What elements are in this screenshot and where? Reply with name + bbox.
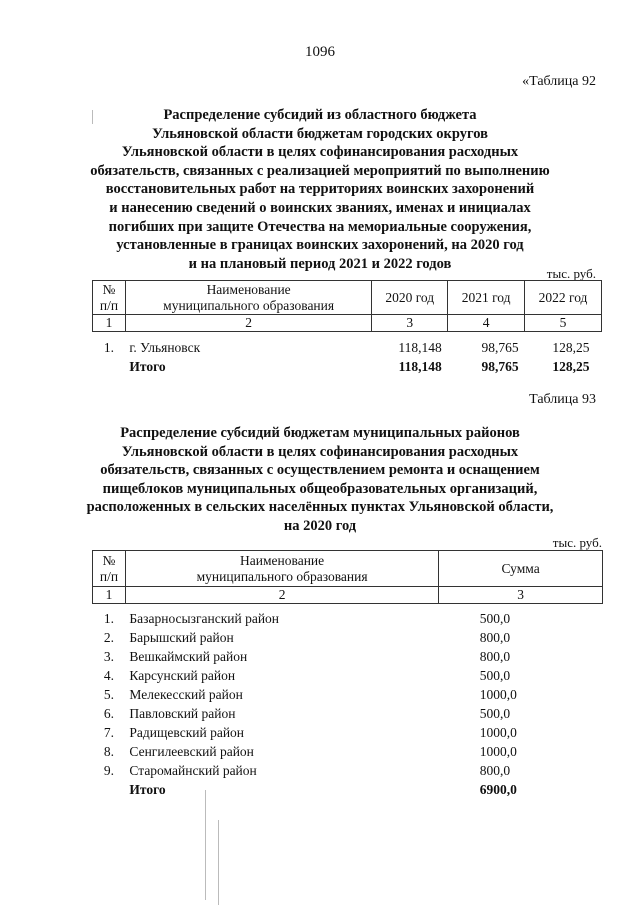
table-93-unit: тыс. руб. [552, 535, 602, 550]
table-93-label: Таблица 93 [529, 392, 596, 407]
title-line: обязательств, связанных с реализацией мероприятий по выполнению [90, 162, 550, 179]
table-header-row [93, 281, 602, 315]
table-92-unit: тыс. руб. [546, 266, 596, 281]
header-num: № п/п [93, 551, 126, 587]
total-sum: 6900,0 [479, 782, 517, 797]
title-line: восстановительных работ на территориях воинских захоронений [105, 181, 535, 198]
total-row [93, 357, 602, 376]
table-row [93, 704, 603, 723]
row-sum: 500,0 [479, 611, 511, 626]
total-row [93, 780, 603, 799]
header-sum: Сумма [439, 551, 603, 587]
table-header-row [93, 551, 603, 587]
col-number: 2 [125, 587, 438, 604]
column-number-row [93, 587, 603, 604]
col-number: 3 [439, 587, 603, 604]
row-name: Вешкаймский район [129, 649, 248, 664]
row-sum: 1000,0 [479, 725, 517, 740]
title-line: и на плановый период 2021 и 2022 годов [188, 255, 452, 272]
row-sum: 1000,0 [479, 687, 517, 702]
page-number: 1096 [305, 44, 335, 60]
table-92 [92, 280, 602, 376]
total-label: Итого [129, 782, 166, 797]
col-number: 3 [372, 315, 448, 332]
row-num: 1. [103, 611, 115, 626]
row-name: Старомайнский район [129, 763, 257, 778]
table-93-title [60, 424, 580, 536]
table-92-title [60, 106, 580, 273]
total-2021: 98,765 [481, 359, 519, 374]
table-row [93, 647, 603, 666]
row-num: 2. [103, 630, 115, 645]
title-line: и нанесению сведений о воинских званиях, именах и инициалах [109, 199, 531, 216]
column-number-row [93, 315, 602, 332]
row-sum: 800,0 [479, 649, 511, 664]
table-row [93, 742, 603, 761]
row-name: Сенгилеевский район [129, 744, 254, 759]
row-num: 8. [103, 744, 115, 759]
row-name: Базарносызганский район [129, 611, 280, 626]
row-num: 5. [103, 687, 115, 702]
total-label: Итого [129, 359, 166, 374]
col-number: 1 [93, 315, 126, 332]
row-sum: 800,0 [479, 763, 511, 778]
title-line: Распределение субсидий из областного бюджета [163, 107, 477, 123]
table-row [93, 338, 602, 357]
row-value-2022: 128,25 [552, 340, 590, 355]
header-2021: 2021 год [448, 281, 525, 315]
row-num: 3. [103, 649, 115, 664]
title-line: на 2020 год [283, 517, 357, 534]
row-value-2020: 118,148 [398, 340, 442, 355]
row-num: 1. [103, 340, 115, 355]
col-number: 2 [125, 315, 371, 332]
row-sum: 500,0 [479, 706, 511, 721]
table-row [93, 685, 603, 704]
row-num: 9. [103, 763, 115, 778]
title-line: Ульяновской области в целях софинансирования расходных [121, 443, 519, 460]
title-line: установленные в границах воинских захоронений, на 2020 год [116, 237, 524, 254]
total-2020: 118,148 [398, 359, 442, 374]
row-sum: 500,0 [479, 668, 511, 683]
col-number: 4 [448, 315, 525, 332]
col-number: 5 [525, 315, 602, 332]
table-92-label: «Таблица 92 [522, 74, 596, 89]
scan-line [205, 790, 206, 900]
row-sum: 800,0 [479, 630, 511, 645]
title-line: обязательств, связанных с осуществлением ремонта и оснащением [100, 462, 540, 479]
title-line: Распределение субсидий бюджетам муниципальных районов [120, 425, 520, 441]
row-value-2021: 98,765 [481, 340, 519, 355]
scan-line [218, 820, 219, 905]
title-line: Ульяновской области бюджетам городских округов [152, 125, 488, 142]
header-2022: 2022 год [525, 281, 602, 315]
title-line: пищеблоков муниципальных общеобразовательных организаций, [102, 480, 538, 497]
title-line: погибших при защите Отечества на мемориальные сооружения, [108, 218, 532, 235]
title-line: расположенных в сельских населённых пунктах Ульяновской области, [86, 499, 554, 516]
row-num: 4. [103, 668, 115, 683]
row-num: 6. [103, 706, 115, 721]
header-num: № п/п [93, 281, 126, 315]
title-line: Ульяновской области в целях софинансирования расходных [121, 144, 519, 161]
header-2020: 2020 год [372, 281, 448, 315]
row-name: Барышский район [129, 630, 234, 645]
row-sum: 1000,0 [479, 744, 517, 759]
row-name: г. Ульяновск [129, 340, 201, 355]
table-row [93, 609, 603, 628]
total-2022: 128,25 [552, 359, 590, 374]
col-number: 1 [93, 587, 126, 604]
row-name: Радищевский район [129, 725, 245, 740]
row-num: 7. [103, 725, 115, 740]
header-name: Наименование муниципального образования [125, 551, 438, 587]
row-name: Павловский район [129, 706, 236, 721]
table-row [93, 723, 603, 742]
table-row [93, 666, 603, 685]
table-93 [92, 550, 603, 799]
header-name: Наименование муниципального образования [125, 281, 371, 315]
table-row [93, 628, 603, 647]
row-name: Мелекесский район [129, 687, 243, 702]
row-name: Карсунский район [129, 668, 236, 683]
table-row [93, 761, 603, 780]
